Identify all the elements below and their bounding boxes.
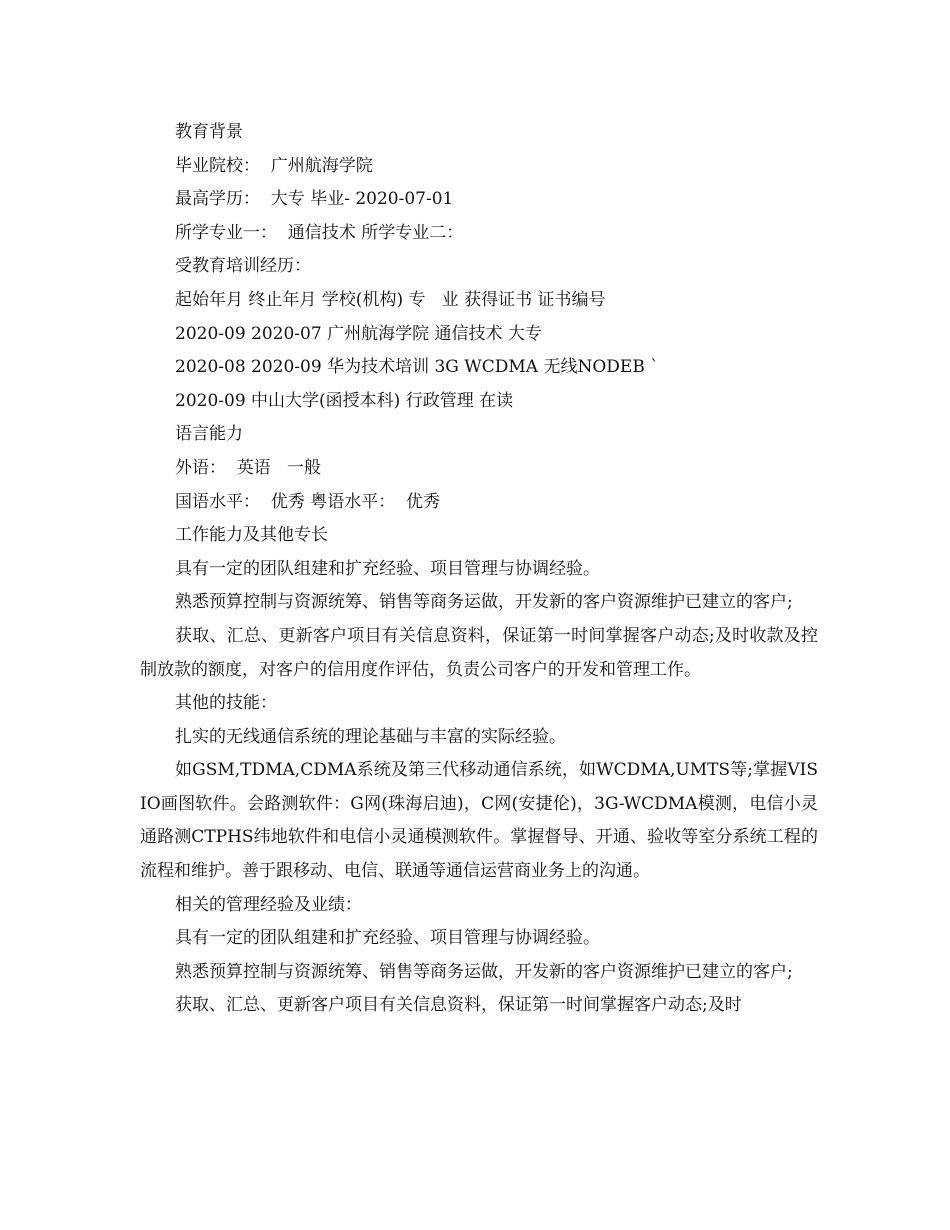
other-skills-label: 其他的技能： (175, 693, 277, 714)
training-row: 2020-08 2020-09 华为技术培训 3G WCDMA 无线NODEB ` (175, 357, 659, 378)
skills-paragraph: 熟悉预算控制与资源统筹、销售等商务运做，开发新的客户资源维护已建立的客户; (175, 592, 793, 613)
major-line: 所学专业一： 通信技术 所学专业二： (175, 222, 464, 243)
training-table-header: 起始年月 终止年月 学校(机构) 专 业 获得证书 证书编号 (175, 289, 606, 310)
skills-paragraph: 获取、汇总、更新客户项目有关信息资料，保证第一时间掌握客户动态;及时收款及控制放款的额度，对客户的信用度作评估，负责公司客户的开发和管理工作。 (140, 625, 818, 680)
skills-paragraph: 如GSM,TDMA,CDMA系统及第三代移动通信系统，如WCDMA,UMTS等;掌握VISIO画图软件。会路测软件：G网(珠海启迪)，C网(安捷伦)，3G-WCDMA模测，电信小灵通路测CTPHS纬地软件和电信小灵通模测软件。掌握督导、开通、验收等室分系统工程的流程和维护。善于跟移动、电信、联通等通信运营商业务上的沟通。 (140, 760, 818, 882)
management-paragraph: 具有一定的团队组建和扩充经验、项目管理与协调经验。 (175, 928, 600, 949)
training-row: 2020-09 中山大学(函授本科) 行政管理 在读 (175, 390, 514, 411)
foreign-language-line: 外语： 英语 一般 (175, 457, 322, 478)
degree-line: 最高学历： 大专 毕业- 2020-07-01 (175, 189, 454, 210)
skills-paragraph: 具有一定的团队组建和扩充经验、项目管理与协调经验。 (175, 558, 600, 579)
training-row: 2020-09 2020-07 广州航海学院 通信技术 大专 (175, 323, 542, 344)
skills-heading: 工作能力及其他专长 (175, 525, 328, 546)
resume-body (140, 116, 818, 1023)
training-label: 受教育培训经历： (175, 256, 311, 277)
school-line: 毕业院校： 广州航海学院 (175, 155, 373, 176)
skills-paragraph: 扎实的无线通信系统的理论基础与丰富的实际经验。 (175, 726, 566, 747)
management-heading: 相关的管理经验及业绩： (175, 894, 362, 915)
management-paragraph: 熟悉预算控制与资源统筹、销售等商务运做，开发新的客户资源维护已建立的客户; (175, 961, 793, 982)
dialect-line: 国语水平： 优秀 粤语水平： 优秀 (175, 491, 441, 512)
management-paragraph: 获取、汇总、更新客户项目有关信息资料，保证第一时间掌握客户动态;及时 (175, 995, 742, 1016)
education-heading: 教育背景 (175, 122, 243, 142)
language-heading: 语言能力 (175, 424, 243, 445)
